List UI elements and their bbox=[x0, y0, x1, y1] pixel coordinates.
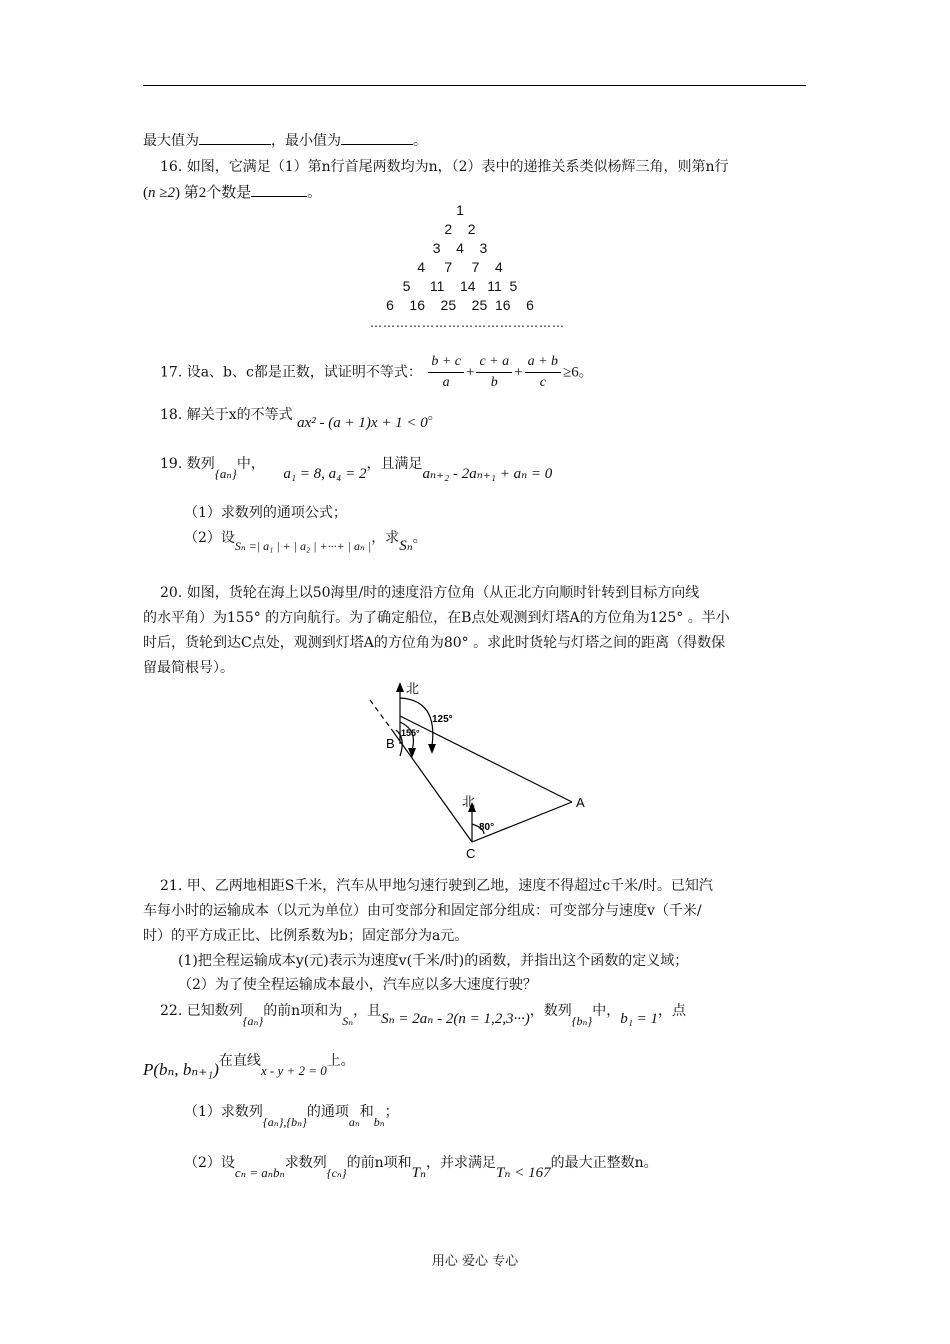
q18: 18. 解关于x的不等式 ax² - (a + 1)x + 1 < 0。 bbox=[160, 407, 442, 431]
angle-label-125: 125° bbox=[432, 714, 453, 725]
point-label-b: B bbox=[386, 736, 395, 751]
answer-blank bbox=[341, 130, 413, 145]
fraction: $\frac{b + c}{a}$ bbox=[428, 352, 464, 393]
segment-ba bbox=[400, 716, 572, 802]
q17: 17. 设a、b、c都是正数，试证明不等式： $\frac{b + c}{a}$ + $\frac{c + a}{b}$ + $\frac{a + b}{c}$ ≥6。 bbox=[160, 352, 593, 393]
answer-blank bbox=[251, 182, 307, 197]
header-rule bbox=[143, 85, 806, 86]
triangle-row: 2 2 bbox=[444, 221, 476, 237]
arrow-125 bbox=[428, 744, 436, 754]
fraction: $\frac{a + b}{c}$ bbox=[525, 352, 561, 393]
ship-bearing-figure bbox=[360, 678, 600, 862]
q16-line2: (n ≥2) 第2个数是 。 bbox=[143, 181, 321, 202]
q22-part1: （1）求数列{aₙ},{bₙ}的通项aₙ和bₙ； bbox=[184, 1104, 399, 1129]
q20-line4: 留最简根号）。 bbox=[143, 660, 234, 676]
q20-line2: 的水平角）为155° 的方向航行。为了确定船位，在B点处观测到灯塔A的方位角为125° 。半小 bbox=[143, 610, 730, 626]
triangle-row: 5 11 14 11 5 bbox=[402, 278, 518, 294]
q21-line3: 时）的平方成正比、比例系数为b；固定部分为a元。 bbox=[143, 928, 469, 944]
q20-line3: 时后，货轮到达C点处，观测到灯塔A的方位角为80° 。求此时货轮与灯塔之间的距离（得数保 bbox=[143, 635, 726, 651]
angle-arc-125 bbox=[400, 698, 433, 746]
triangle-row: 6 16 25 25 16 6 bbox=[386, 297, 534, 313]
answer-blank bbox=[199, 130, 271, 145]
point-label-c: C bbox=[466, 846, 476, 861]
q22-line1: 22. 已知数列{aₙ}的前n项和为Sₙ，且Sₙ = 2aₙ - 2(n = 1,2,3···)，数列{bₙ}中，b₁ = 1，点 bbox=[160, 1003, 687, 1028]
q19-part1: （1）求数列的通项公式； bbox=[184, 505, 347, 521]
q20-line1: 20. 如图，货轮在海上以50海里/时的速度沿方位角（从正北方向顺时针转到目标方向线 bbox=[160, 585, 700, 601]
page-footer: 用心 爱心 专心 bbox=[431, 1254, 519, 1269]
q16-line1: 16. 如图，它满足（1）第n行首尾两数均为n，（2）表中的递推关系类似杨辉三角，则第n行 bbox=[160, 159, 729, 175]
angle-label-155: 155° bbox=[401, 728, 420, 738]
triangle-ellipsis: ……………………………………… bbox=[370, 316, 565, 330]
q19-part2: （2）设Sₙ =| a₁ | + | a₂ | +···+ | aₙ |，求Sₙ。 bbox=[184, 530, 427, 554]
q15-tail: 最大值为 ，最小值为 。 bbox=[143, 130, 427, 150]
arrow-155 bbox=[408, 748, 416, 758]
angle-label-80: 80° bbox=[479, 822, 495, 833]
q21-part2: （2）为了使全程运输成本最小，汽车应以多大速度行驶？ bbox=[178, 977, 537, 993]
q21-line2: 车每小时的运输成本（以元为单位）由可变部分和固定部分组成：可变部分与速度v（千米/ bbox=[143, 903, 702, 919]
north-label-c: 北 bbox=[462, 794, 476, 809]
fraction: $\frac{c + a}{b}$ bbox=[476, 352, 512, 393]
q19: 19. 数列{aₙ}中， a₁ = 8, a₄ = 2，且满足aₙ₊₂ - 2aₙ₊₁ + aₙ = 0 bbox=[160, 456, 553, 482]
point-label-a: A bbox=[576, 795, 585, 810]
q21-line1: 21. 甲、乙两地相距S千米，汽车从甲地匀速行驶到乙地，速度不得超过c千米/时。已知汽 bbox=[160, 878, 713, 894]
q22-line2: P(bₙ, bₙ₊₁)在直线x - y + 2 = 0上。 bbox=[143, 1053, 355, 1079]
dashed-heading-line bbox=[370, 700, 392, 730]
q22-part2: （2）设cₙ = aₙbₙ求数列{cₙ}的前n项和Tₙ，并求满足Tₙ < 167的最大正整数n。 bbox=[184, 1155, 658, 1181]
triangle-row: 4 7 7 4 bbox=[417, 259, 503, 275]
triangle-row: 1 bbox=[456, 202, 464, 218]
q21-part1: (1)把全程运输成本y(元)表示为速度v(千米/时)的函数，并指出这个函数的定义域； bbox=[178, 953, 689, 969]
north-label-b: 北 bbox=[406, 681, 420, 696]
north-arrow-b bbox=[396, 682, 404, 692]
triangle-row: 3 4 3 bbox=[432, 240, 488, 256]
